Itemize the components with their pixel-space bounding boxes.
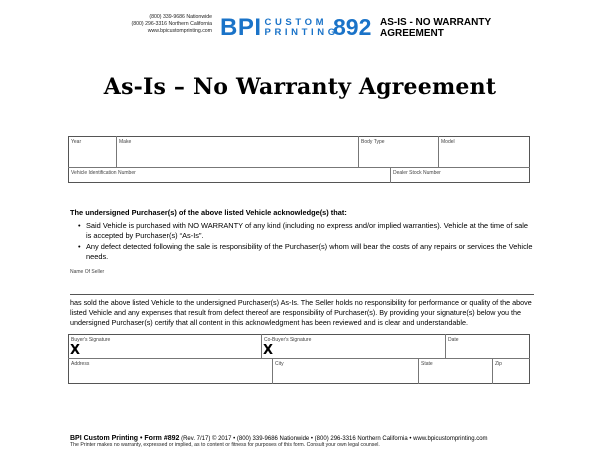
vin-field[interactable]: Vehicle Identification Number (71, 170, 136, 176)
bullet-text: Said Vehicle is purchased with NO WARRANTY of any kind (including no express and/or implied warranties). Vehicle at the time of sale is accepted by Purchaser(s) “As-Is”. (86, 221, 529, 240)
address-field[interactable]: Address (71, 361, 90, 367)
contact-info (112, 14, 212, 35)
divider (272, 358, 273, 384)
co-buyer-x-mark: X (263, 343, 274, 358)
bullet-text: Any defect detected following the sale is responsibility of the Purchaser(s) whom will bear the costs of any repairs or services the Vehicle needs. (86, 242, 533, 261)
acknowledgment-heading: The undersigned Purchaser(s) of the above listed Vehicle acknowledge(s) that: (70, 208, 347, 217)
buyer-x-mark: X (70, 343, 81, 358)
website: www.bpicustomprinting.com (147, 28, 212, 34)
form-title-header (380, 17, 491, 39)
divider (418, 358, 419, 384)
footer-brand: BPI Custom Printing • Form #892 (70, 435, 180, 442)
dealer-stock-field[interactable]: Dealer Stock Number (393, 170, 441, 176)
list-item (78, 242, 534, 261)
divider (390, 167, 391, 183)
date-field[interactable]: Date (448, 337, 459, 343)
form-number: 892 (333, 14, 372, 40)
signature-row-divider (68, 358, 530, 359)
phone-nationwide: (800) 339-9686 Nationwide (149, 14, 212, 20)
form-title-line2: AGREEMENT (380, 28, 444, 39)
divider (116, 136, 117, 167)
buyer-signature-field[interactable]: Buyer's Signature (71, 337, 111, 343)
form-title-line1: AS-IS - NO WARRANTY (380, 17, 492, 28)
bullet-icon: • (78, 221, 81, 230)
seller-name-label: Name Of Seller (70, 269, 105, 275)
brand-subtitle (265, 18, 339, 38)
footer-disclaimer: The Printer makes no warranty, expressed or implied, as to content or fitness for purposes of this form. Consult your own legal counsel. (70, 442, 380, 448)
footer-details: (Rev. 7/17) © 2017 • (800) 339-9686 Nationwide • (800) 296-3316 Northern California • www.bpicustomprinting.com (181, 436, 488, 442)
divider (358, 136, 359, 167)
vehicle-row-divider (68, 167, 530, 168)
brand-logo (220, 13, 339, 43)
co-buyer-signature-field[interactable]: Co-Buyer's Signature (264, 337, 312, 343)
state-field[interactable]: State (421, 361, 433, 367)
brand-bpi: BPI (220, 14, 262, 41)
model-field[interactable]: Model (441, 139, 455, 145)
divider (261, 334, 262, 358)
brand-printing: PRINTING (264, 27, 339, 38)
make-field[interactable]: Make (119, 139, 132, 145)
bullet-icon: • (78, 242, 81, 251)
vehicle-info-box (68, 136, 530, 183)
footer-info (70, 435, 488, 442)
year-field[interactable]: Year (71, 139, 82, 145)
phone-northern-california: (800) 296-3316 Northern California (131, 21, 212, 27)
divider (445, 334, 446, 358)
body-type-field[interactable]: Body Type (361, 139, 385, 145)
seller-name-field[interactable] (70, 294, 534, 295)
agreement-paragraph: has sold the above listed Vehicle to the undersigned Purchaser(s) As-Is. The Seller holds no responsibility for performance or quality of the above listed Vehicle and any expenses that result from defect thereof are responsibility of Purchaser(s). By providing your signature(s) below you the undersigned Purchaser(s) certify that all content in this acknowledgment has been reviewed and is clear and understandable. (70, 298, 532, 327)
brand-custom: CUSTOM (264, 17, 328, 28)
zip-field[interactable]: Zip (495, 361, 502, 367)
list-item (78, 221, 534, 240)
divider (492, 358, 493, 384)
city-field[interactable]: City (275, 361, 284, 367)
page-title: As-Is – No Warranty Agreement (103, 74, 497, 100)
divider (438, 136, 439, 167)
